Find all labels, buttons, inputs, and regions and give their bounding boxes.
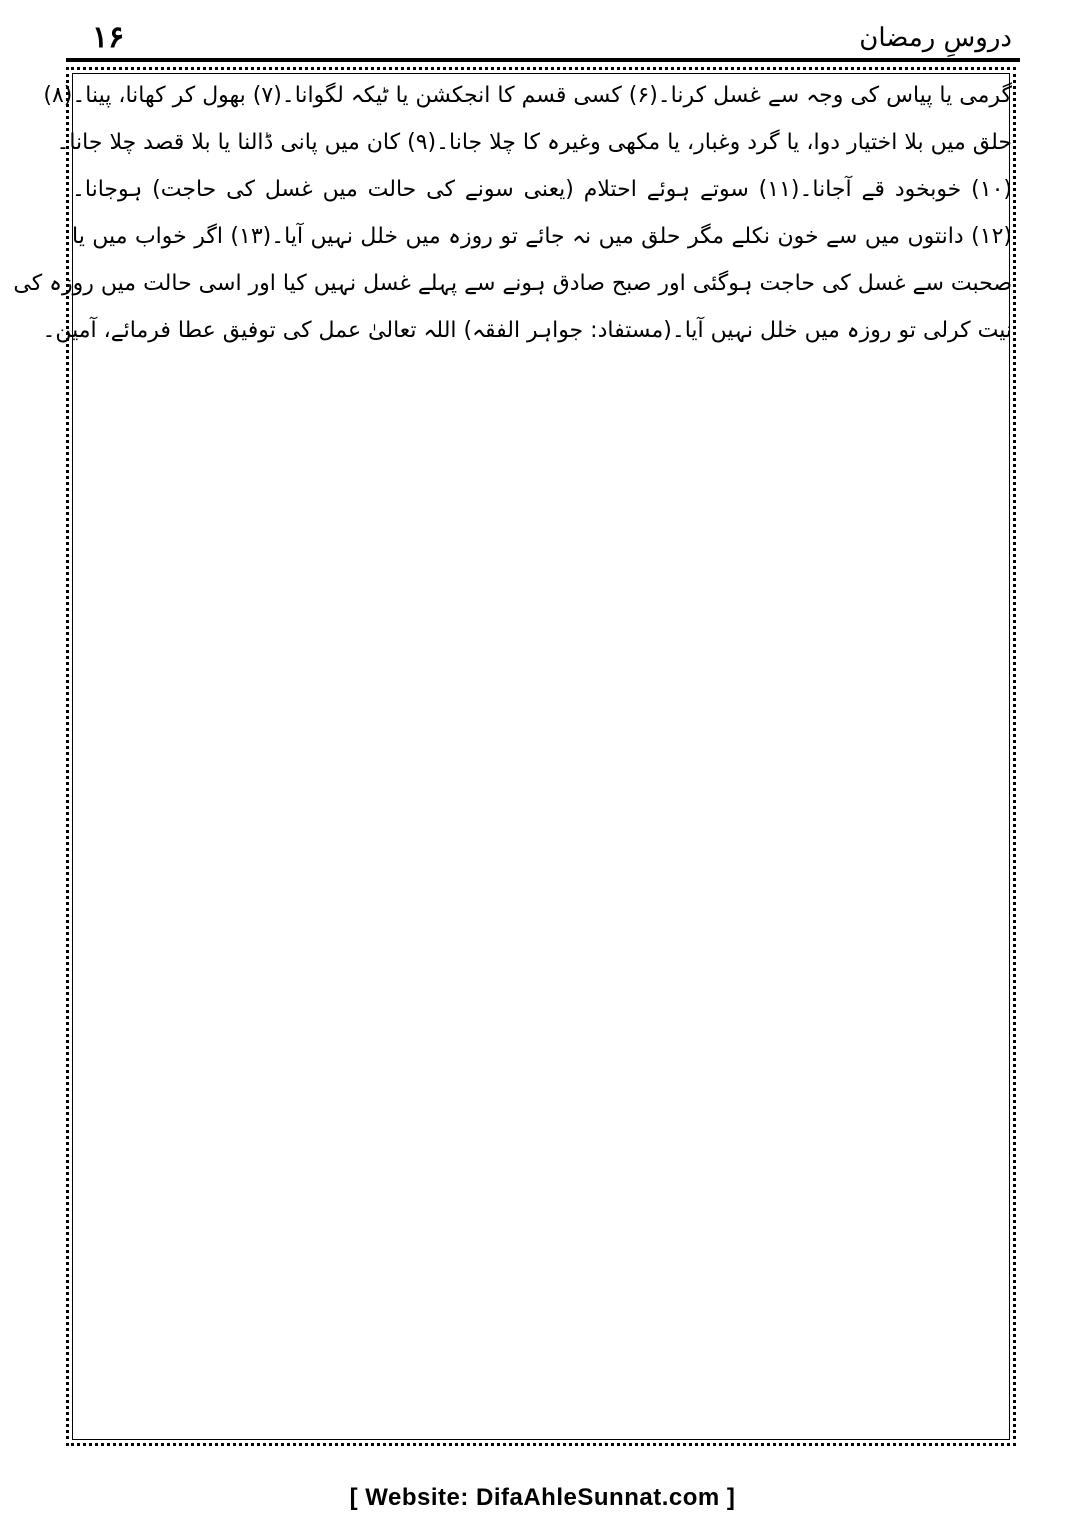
page-header <box>66 18 1020 58</box>
text-line-6: نیت کرلی تو روزہ میں خلل نہیں آیا۔(مستفاد: جواہر الفقہ) اللہ تعالیٰ عمل کی توفیق عطا فرمائے، آمین۔ <box>42 318 1012 343</box>
body-text <box>13 72 1013 354</box>
header-rule <box>66 58 1020 62</box>
text-line-5: صحبت سے غسل کی حاجت ہوگئی اور صبح صادق ہونے سے پہلے غسل نہیں کیا اور اسی حالت میں روزہ کی <box>13 271 1012 296</box>
running-title: دروسِ رمضان <box>859 23 1012 53</box>
text-line-1: گرمی یا پیاس کی وجہ سے غسل کرنا۔(۶) کسی قسم کا انجکشن یا ٹیکہ لگوانا۔(۷) بھول کر کھانا، پینا۔(۸) <box>43 83 1012 108</box>
text-line-3: (۱۰) خوبخود قے آجانا۔(۱۱) سوتے ہوئے احتلام (یعنی سونے کی حالت میں غسل کی حاجت) ہوجانا۔ <box>72 177 1013 202</box>
website-footer: [ Website: DifaAhleSunnat.com ] <box>349 1484 736 1511</box>
text-line-4: (۱۲) دانتوں میں سے خون نکلے مگر حلق میں نہ جائے تو روزہ میں خلل نہیں آیا۔(۱۳) اگر خواب میں یا <box>72 224 1012 249</box>
text-line-2: حلق میں بلا اختیار دوا، یا گرد وغبار، یا مکھی وغیرہ کا چلا جانا۔(۹) کان میں پانی ڈالنا یا بلا قصد چلا جانا۔ <box>56 130 1012 155</box>
page-number: ۱۶ <box>92 20 125 55</box>
